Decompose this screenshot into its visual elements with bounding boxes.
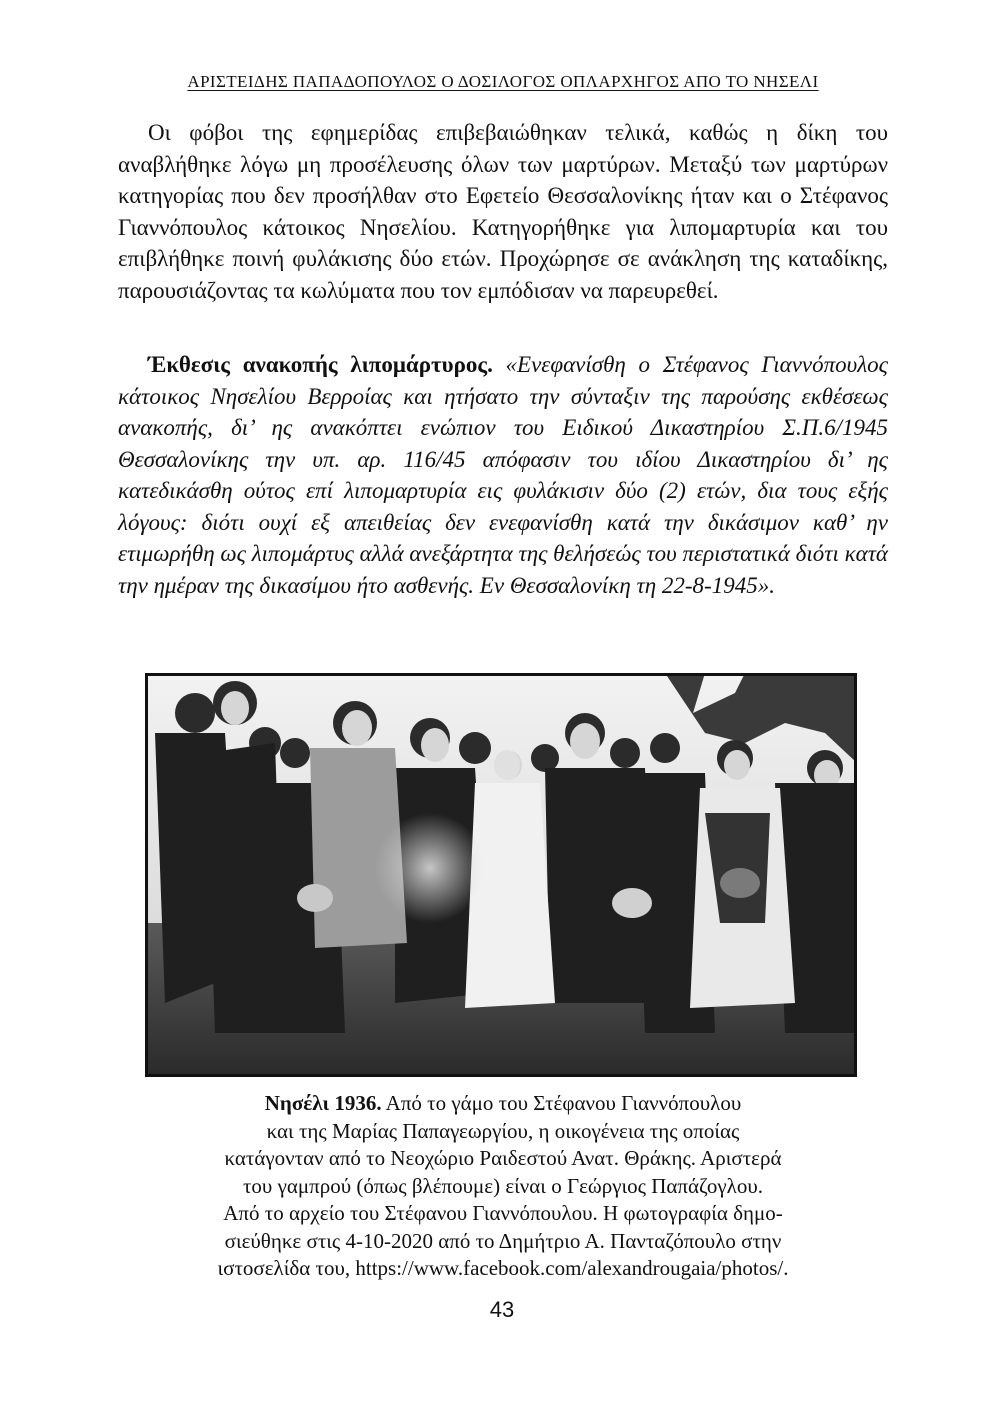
- caption-line-5: Από το αρχείο του Στέφανου Γιαννόπουλου. Η φωτογραφία δημο-: [223, 1201, 783, 1225]
- wedding-photograph: [145, 673, 857, 1077]
- caption-line-1: [130, 1090, 876, 1118]
- running-header: ΑΡΙΣΤΕΙΔΗΣ ΠΑΠΑΔΟΠΟΥΛΟΣ Ο ΔΟΣΙΛΟΓΟΣ ΟΠΛΑΡΧΗΓΟΣ ΑΠΟ ΤΟ ΝΗΣΕΛΙ: [187, 72, 819, 91]
- caption-line-2: και της Μαρίας Παπαγεωργίου, η οικογένεια της οποίας: [266, 1118, 740, 1143]
- photo-caption: [130, 1090, 876, 1283]
- court-record-quote: «Ενεφανίσθη ο Στέφανος Γιαννόπουλος κάτοικος Νησελίου Βερροίας και ητήσατο την σύνταξιν της παρούσης εκθέσεως ανακοπής, δι’ ης ανακόπτει ενώπιον του Ειδικού Δικαστηρίου Σ.Π.6/1945 Θεσσαλονίκης την υπ. αρ. 116/45 απόφασιν του ιδίου Δικαστηρίου δι’ ης κατεδικάσθη ούτος επί λιπομαρτυρία εις φυλάκισιν δύο (2) ετών, δια τους εξής λόγους: διότι ουχί εξ απειθείας δεν ενεφανίσθη κατά την δικάσιμον καθ’ ην ετιμωρήθη ως λιπομάρτυς αλλά ανεξάρτητα της θελήσεώς του περιστατικά διότι κατά την ημέραν της δικασίμου ήτο ασθενής. Εν Θεσσαλονίκη τη 22-8-1945».: [118, 352, 889, 598]
- caption-lead: Νησέλι 1936.: [264, 1091, 382, 1115]
- caption-line-6: σιεύθηκε στις 4-10-2020 από το Δημήτριο Α. Πανταζόπουλο στην: [224, 1228, 782, 1253]
- caption-line-4: του γαμπρού (όπως βλέπουμε) είναι ο Γεώργιος Παπάζογλου.: [242, 1173, 764, 1198]
- caption-line-7: ιστοσελίδα του, https://www.facebook.com/alexandrougaia/photos/.: [217, 1256, 789, 1280]
- paragraph-2: [118, 349, 888, 601]
- caption-line-3: κατάγονταν από το Νεοχώριο Ραιδεστού Ανατ. Θράκης. Αριστερά: [224, 1146, 782, 1170]
- caption-line-1-rest: Από το γάμο του Στέφανου Γιαννόπουλου: [381, 1091, 742, 1115]
- paragraph-2-lead: Έκθεσις ανακοπής λιπομάρτυρος.: [148, 352, 493, 377]
- page-number: 43: [489, 1297, 515, 1322]
- paragraph-1: Οι φόβοι της εφημερίδας επιβεβαιώθηκαν τελικά, καθώς η δίκη του αναβλήθηκε λόγω μη προσέλευσης όλων των μαρτύρων. Μεταξύ των μαρτύρων κατηγορίας που δεν προσήλθαν στο Εφετείο Θεσσαλονίκης ήταν και ο Στέφανος Γιαννόπουλος κάτοικος Νησελίου. Κατηγορήθηκε για λιπομαρτυρία και του επιβλήθηκε ποινή φυλάκισης δύο ετών. Προχώρησε σε ανάκληση της καταδίκης, παρουσιάζοντας τα κωλύματα που τον εμπόδισαν να παρευρεθεί.: [118, 120, 888, 303]
